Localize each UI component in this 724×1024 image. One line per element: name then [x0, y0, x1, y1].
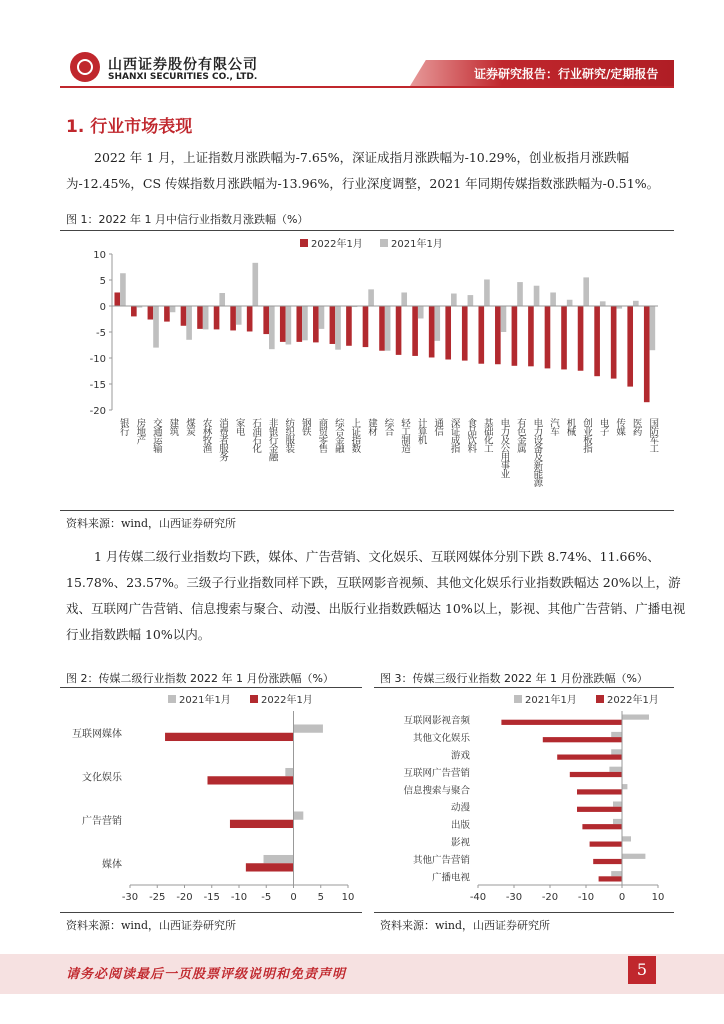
bar — [379, 306, 385, 351]
y-category-label: 文化娱乐 — [82, 772, 122, 784]
legend-swatch — [596, 695, 604, 703]
bar — [543, 737, 622, 742]
bar — [599, 876, 622, 881]
x-tick-label: -25 — [149, 892, 166, 903]
y-tick-label: 10 — [93, 250, 106, 261]
bar — [286, 306, 292, 344]
bar — [296, 306, 302, 342]
figure3-bottom-rule — [374, 912, 674, 913]
bar — [582, 824, 622, 829]
x-tick-label: 0 — [618, 892, 626, 903]
figure1-chart — [60, 232, 674, 510]
bar — [594, 306, 600, 376]
y-category-label: 广播电视 — [431, 872, 470, 884]
bar — [294, 811, 304, 819]
y-category-label: 出版 — [450, 820, 470, 832]
y-category-label: 动漫 — [450, 802, 470, 814]
bar — [264, 855, 294, 863]
x-tick-label: 0 — [290, 892, 297, 903]
x-category-label: 消费者服务 — [217, 418, 229, 461]
bar — [622, 854, 645, 859]
legend-swatch — [168, 695, 176, 703]
bar — [478, 306, 484, 364]
x-tick-label: -30 — [505, 892, 523, 903]
legend-label: 2021年1月 — [179, 695, 231, 706]
x-category-label: 非银行金融 — [266, 418, 278, 461]
bar — [484, 279, 490, 306]
x-category-label: 深证成指 — [448, 418, 460, 452]
figure2-title: 图 2：传媒二级行业指数 2022 年 1 月份涨跌幅（%） — [66, 672, 334, 685]
bar — [468, 295, 474, 306]
bar — [611, 871, 622, 876]
x-category-label: 传媒 — [614, 418, 626, 435]
y-category-label: 广告营销 — [82, 815, 122, 827]
x-tick-label: -10 — [230, 892, 248, 903]
x-category-label: 交通运输 — [150, 418, 162, 452]
figure1-source: 资料来源：wind，山西证券研究所 — [66, 517, 237, 530]
bar — [280, 306, 286, 342]
figure3-top-rule — [374, 687, 674, 688]
bar — [203, 306, 209, 329]
bar — [609, 767, 622, 772]
x-tick-label: -40 — [469, 892, 487, 903]
x-category-label: 煤炭 — [183, 418, 195, 435]
bar — [263, 306, 269, 334]
x-category-label: 机械 — [564, 418, 576, 435]
paragraph-subindustry: 1 月传媒二级行业指数均下跌，媒体、广告营销、文化娱乐、互联网媒体分别下跌 8.74%、11.66%、15.78%、23.57%。三级子行业指数同样下跌，互联网影音视频、其他文化娱乐行业指数跌幅达 20%以上，游戏、互联网广告营销、信息搜索与聚合、动漫、出版行业指数跌幅达 10%以上，影视、其他广告营销、广播电视行业指数跌幅 10%以内。 — [66, 549, 686, 642]
bar — [577, 789, 622, 794]
legend-label: 2021年1月 — [525, 695, 577, 706]
bar — [557, 755, 622, 760]
bar — [600, 301, 606, 306]
bar — [164, 306, 170, 322]
bar — [181, 306, 187, 326]
y-category-label: 互联网媒体 — [72, 728, 122, 740]
bar — [561, 306, 567, 369]
bar — [501, 306, 507, 332]
bar — [583, 277, 589, 306]
figure1-top-rule — [60, 230, 674, 231]
bar — [214, 306, 220, 329]
x-category-label: 轻工制造 — [399, 418, 411, 452]
y-category-label: 媒体 — [102, 859, 122, 871]
x-category-label: 食品饮料 — [465, 418, 477, 452]
bar — [207, 776, 293, 784]
y-tick-label: 0 — [99, 302, 106, 313]
bar — [131, 306, 137, 316]
bar — [236, 306, 242, 325]
figure2-bottom-rule — [60, 912, 362, 913]
x-category-label: 电力设备及新能源 — [531, 418, 543, 486]
bar — [462, 306, 468, 361]
bar — [611, 749, 622, 754]
section-title: 1. 行业市场表现 — [66, 117, 193, 137]
figure2-source: 资料来源：wind，山西证券研究所 — [66, 919, 237, 932]
bar — [153, 306, 159, 348]
y-tick-label: 5 — [99, 276, 106, 287]
bar — [644, 306, 650, 402]
y-category-label: 其他文化娱乐 — [412, 733, 470, 745]
bar — [593, 859, 622, 864]
bar — [294, 724, 323, 732]
bar — [627, 306, 633, 387]
bar — [613, 801, 622, 806]
legend-swatch — [300, 239, 308, 247]
bar — [252, 263, 258, 306]
legend-swatch — [250, 695, 258, 703]
bar — [385, 306, 391, 351]
figure1-bottom-rule — [60, 510, 674, 511]
x-category-label: 纺织服装 — [283, 418, 295, 452]
bar — [451, 294, 457, 306]
bar — [186, 306, 192, 340]
bar — [170, 306, 176, 312]
bar — [622, 836, 631, 841]
x-tick-label: -10 — [577, 892, 595, 903]
footer-disclaimer: 请务必阅读最后一页股票评级说明和免责声明 — [66, 967, 347, 982]
bar — [319, 306, 325, 329]
x-category-label: 汽车 — [547, 418, 559, 435]
bar — [534, 286, 540, 306]
bar — [247, 306, 253, 331]
x-category-label: 房地产 — [134, 418, 146, 444]
bar — [550, 292, 556, 306]
x-category-label: 医药 — [630, 418, 642, 435]
x-category-label: 通信 — [432, 418, 444, 435]
bar — [622, 714, 649, 719]
bar — [570, 772, 622, 777]
legend-label: 2022年1月 — [311, 239, 363, 250]
x-category-label: 商贸零售 — [316, 418, 328, 452]
x-category-label: 家电 — [233, 418, 245, 435]
bar — [114, 292, 120, 306]
y-tick-label: -15 — [89, 380, 106, 391]
y-category-label: 互联网影视音频 — [403, 715, 470, 727]
bar — [434, 306, 440, 341]
x-category-label: 钢铁 — [299, 418, 311, 435]
bar — [302, 306, 308, 340]
x-category-label: 建筑 — [167, 418, 179, 435]
bar — [148, 306, 154, 320]
x-category-label: 基础化工 — [481, 418, 493, 452]
report-type: 证券研究报告：行业研究/定期报告 — [474, 67, 659, 81]
bar — [401, 292, 407, 306]
logo-inner-ring — [77, 59, 93, 75]
x-category-label: 国防军工 — [647, 418, 659, 452]
bar — [335, 306, 341, 350]
bar — [418, 306, 424, 318]
y-category-label: 影视 — [450, 837, 470, 849]
company-name-en: SHANXI SECURITIES CO., LTD. — [108, 72, 258, 82]
figure1-title: 图 1：2022 年 1 月中信行业指数月涨跌幅（%） — [66, 213, 309, 226]
bar — [495, 306, 501, 364]
bar — [633, 301, 639, 306]
bar — [230, 306, 236, 330]
bar — [230, 820, 294, 828]
x-category-label: 综合金融 — [332, 418, 344, 452]
x-tick-label: -20 — [541, 892, 559, 903]
x-category-label: 计算机 — [415, 418, 427, 444]
paragraph-market: 2022 年 1 月，上证指数月涨跌幅为-7.65%，深证成指月涨跌幅为-10.29%，创业板指月涨跌幅为-12.45%，CS 传媒指数月涨跌幅为-13.96%，行业深度调整，2021 年同期传媒指数涨跌幅为-0.51%。 — [66, 150, 660, 191]
bar — [545, 306, 551, 368]
y-category-label: 游戏 — [450, 750, 470, 762]
bar — [429, 306, 435, 357]
x-category-label: 银行 — [117, 418, 129, 435]
y-category-label: 其他广告营销 — [412, 854, 470, 866]
bar — [501, 720, 622, 725]
x-category-label: 建材 — [365, 418, 377, 435]
bar — [567, 300, 573, 306]
x-category-label: 电子 — [597, 418, 609, 435]
bar — [577, 807, 622, 812]
bar — [346, 306, 352, 346]
y-category-label: 互联网广告营销 — [403, 767, 470, 779]
x-tick-label: 10 — [341, 892, 355, 903]
bar — [611, 306, 617, 379]
x-tick-label: 5 — [317, 892, 324, 903]
legend-label: 2022年1月 — [607, 695, 659, 706]
bar — [578, 306, 584, 371]
x-tick-label: -5 — [261, 892, 272, 903]
bar — [246, 863, 294, 871]
bar — [512, 306, 518, 366]
bar — [197, 306, 203, 329]
bar — [517, 282, 523, 306]
bar — [613, 819, 622, 824]
y-tick-label: -10 — [89, 354, 106, 365]
figure3-title: 图 3：传媒三级行业指数 2022 年 1 月份涨跌幅（%） — [380, 672, 648, 685]
x-category-label: 农林牧渔 — [200, 418, 212, 452]
legend-label: 2022年1月 — [261, 695, 313, 706]
y-category-label: 信息搜索与聚合 — [403, 785, 470, 797]
bar — [528, 306, 534, 366]
legend-swatch — [514, 695, 522, 703]
y-tick-label: -5 — [96, 328, 106, 339]
bar — [622, 784, 627, 789]
x-category-label: 石油石化 — [250, 418, 262, 452]
bar — [650, 306, 656, 350]
x-category-label: 上证指数 — [349, 418, 361, 452]
x-category-label: 综合 — [382, 418, 394, 435]
x-category-label: 有色金属 — [514, 418, 526, 452]
bar — [165, 733, 293, 741]
x-tick-label: -20 — [176, 892, 193, 903]
bar — [120, 273, 126, 306]
x-tick-label: -15 — [203, 892, 220, 903]
bar — [590, 842, 622, 847]
x-category-label: 电力及公用事业 — [498, 418, 510, 478]
bar — [611, 732, 622, 737]
figure3-chart — [374, 689, 674, 911]
x-tick-label: 10 — [651, 892, 665, 903]
bar — [363, 306, 369, 347]
figure3-source: 资料来源：wind，山西证券研究所 — [380, 919, 551, 932]
header-divider — [60, 86, 674, 88]
page-number: 5 — [628, 956, 656, 984]
bar — [219, 293, 225, 306]
figure2-chart — [60, 689, 362, 911]
bar — [269, 306, 275, 349]
bar — [445, 306, 451, 360]
bar — [330, 306, 336, 344]
bar — [313, 306, 319, 342]
legend-swatch — [380, 239, 388, 247]
bar — [396, 306, 402, 355]
figure2-top-rule — [60, 687, 362, 688]
x-tick-label: -30 — [121, 892, 139, 903]
y-tick-label: -20 — [89, 406, 106, 417]
bar — [412, 306, 418, 356]
legend-label: 2021年1月 — [391, 239, 443, 250]
x-category-label: 创业板指 — [581, 418, 593, 452]
bar — [285, 768, 293, 776]
company-name-cn: 山西证券股份有限公司 — [108, 57, 258, 73]
bar — [368, 289, 374, 306]
